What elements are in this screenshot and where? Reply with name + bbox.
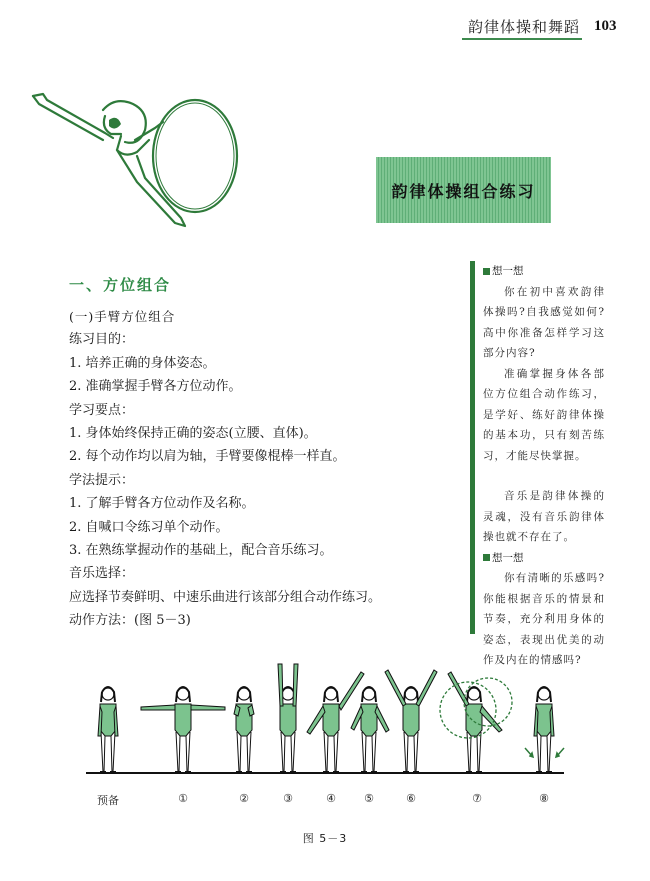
text-line: 学法提示： [69, 472, 135, 488]
pose-label: ② [239, 792, 249, 805]
gymnast-with-hoop-icon [25, 78, 250, 238]
think-heading: 想一想 [483, 548, 605, 569]
text-line: 学习要点： [69, 402, 135, 418]
page-number: 103 [594, 18, 617, 34]
page-header [462, 18, 617, 40]
pose-label: 预备 [97, 794, 119, 807]
chapter-title: 韵律体操和舞蹈 [462, 19, 582, 40]
sidebar-paragraph: 准确掌握身体各部位方位组合动作练习，是学好、练好韵律体操的基本功，只有刻苦练习，才能尽快掌握。 [483, 367, 605, 462]
pose-label: ④ [326, 792, 336, 805]
text-line: 2. 每个动作均以肩为轴，手臂要像棍棒一样直。 [69, 449, 346, 465]
pose-label: ⑥ [406, 792, 416, 805]
text-line: 1. 身体始终保持正确的姿态(立腰、直体)。 [69, 426, 317, 442]
text-line: 练习目的： [69, 332, 135, 348]
text-line: 应选择节奏鲜明、中速乐曲进行该部分组合动作练习。 [69, 589, 382, 605]
pose-label: ⑤ [364, 792, 374, 805]
sidebar-notes [470, 261, 605, 666]
sidebar-paragraph: 音乐是韵律体操的灵魂，没有音乐韵律体操也就不存在了。 [483, 490, 605, 543]
section-heading: 一、方位组合 [69, 276, 172, 294]
square-bullet-icon [483, 554, 490, 561]
text-line: 3. 在熟练掌握动作的基础上，配合音乐练习。 [69, 543, 333, 559]
text-line: 动作方法：(图 5－3) [69, 613, 191, 629]
text-line: 音乐选择： [69, 566, 135, 582]
figure-5-3 [0, 660, 650, 880]
square-bullet-icon [483, 268, 490, 275]
pose-label: ⑧ [539, 792, 549, 805]
pose-label: ① [178, 792, 188, 805]
banner-title: 韵律体操组合练习 [391, 181, 536, 201]
pose-label: ⑦ [472, 792, 482, 805]
text-line: 2. 自喊口令练习单个动作。 [69, 519, 229, 535]
section-banner [376, 157, 551, 223]
think-heading: 想一想 [483, 261, 605, 282]
text-line: 1. 培养正确的身体姿态。 [69, 355, 216, 371]
figure-caption: 图 5－3 [302, 832, 348, 845]
text-line: 2. 准确掌握手臂各方位动作。 [69, 379, 242, 395]
text-line: 1. 了解手臂各方位动作及名称。 [69, 496, 255, 512]
sidebar-paragraph: 你在初中喜欢韵律体操吗?自我感觉如何?高中你准备怎样学习这部分内容? [483, 285, 605, 359]
subsection-heading: (一)手臂方位组合 [69, 309, 176, 324]
ground-line [86, 772, 564, 774]
sidebar-paragraph: 你有清晰的乐感吗?你能根据音乐的情景和节奏，充分利用身体的姿态，表现出优美的动作及内在的情感吗? [483, 572, 605, 666]
pose-sequence-illustration [0, 660, 650, 790]
main-content [69, 276, 459, 633]
pose-label: ③ [283, 792, 293, 805]
